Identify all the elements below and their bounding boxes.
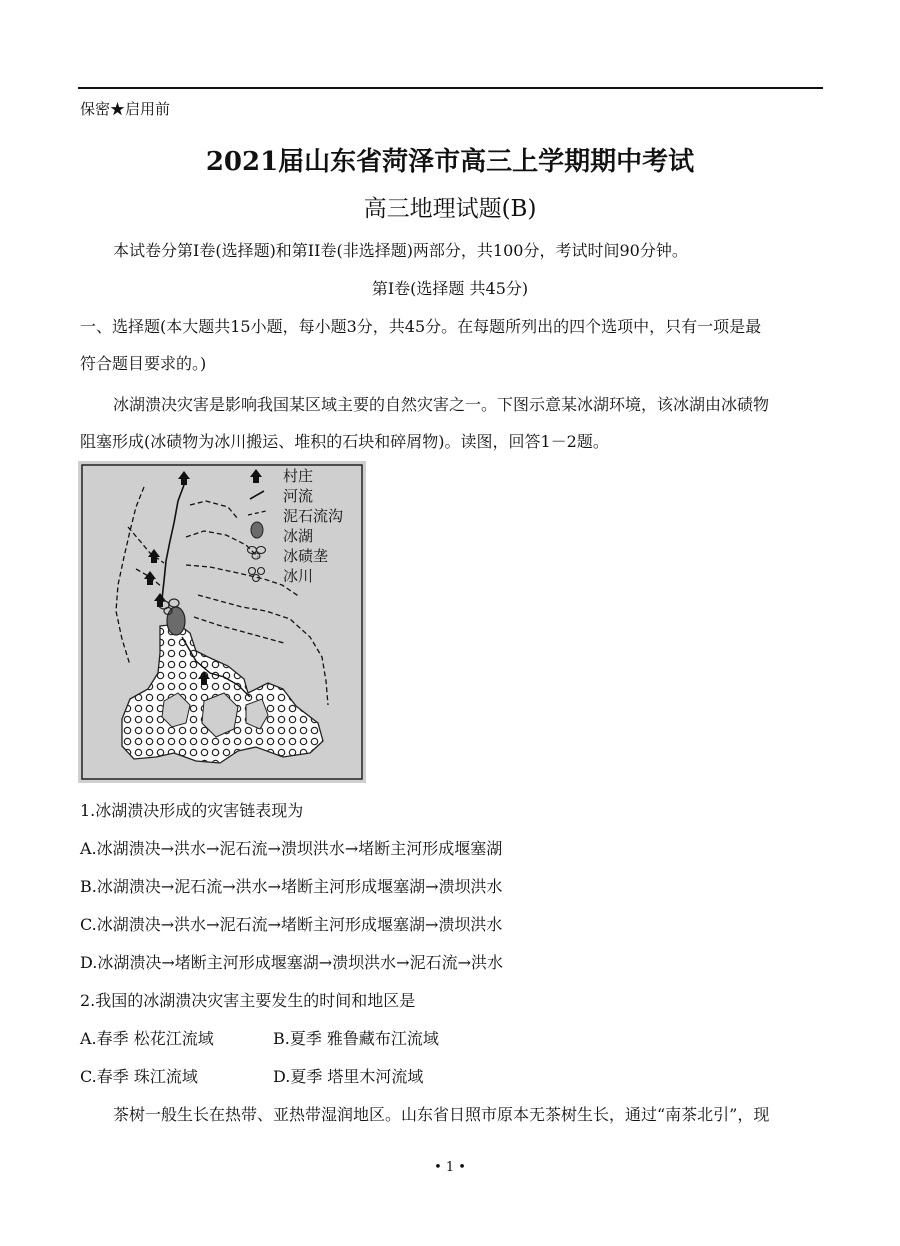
question-2-option-b: B.夏季 雅鲁藏布江流域 [273,1029,439,1048]
section-instructions-line1: 一、选择题(本大题共15小题，每小题3分，共45分。在每题所列出的四个选项中，只有一项是最 [80,317,762,336]
question-1-option-a: A.冰湖溃决→洪水→泥石流→溃坝洪水→堵断主河形成堰塞湖 [80,839,503,858]
question-2-option-d: D.夏季 塔里木河流域 [273,1067,424,1086]
exam-title: 2021届山东省菏泽市高三上学期期中考试 [205,147,695,177]
question-1-stem: 1.冰湖溃决形成的灾害链表现为 [80,801,304,820]
page-number: • 1 • [434,1160,466,1175]
legend-debris-flow-label: 泥石流沟 [283,507,344,525]
header-rule [78,87,823,89]
legend-river-label: 河流 [283,487,314,505]
question-2-stem: 2.我国的冰湖溃决灾害主要发生的时间和地区是 [80,991,416,1010]
glacial-lake-legend-icon [251,522,263,538]
exam-intro: 本试卷分第I卷(选择题)和第II卷(非选择题)两部分，共100分，考试时间90分钟。 [113,241,688,260]
legend-village-label: 村庄 [283,467,314,485]
question-2-option-c: C.春季 珠江流域 [80,1067,198,1086]
glacial-lake-map [78,461,366,783]
passage-line2: 阻塞形成(冰碛物为冰川搬运、堆积的石块和碎屑物)。读图，回答1－2题。 [80,432,609,451]
question-2-option-a: A.春季 松花江流域 [80,1029,214,1048]
section-instructions-line2: 符合题目要求的。) [80,354,207,373]
legend-glacial-lake-label: 冰湖 [283,527,314,545]
legend-moraine-label: 冰碛垄 [283,547,329,565]
confidential-label: 保密★启用前 [80,100,171,118]
question-1-option-b: B.冰湖溃决→泥石流→洪水→堵断主河形成堰塞湖→溃坝洪水 [80,877,503,896]
question-1-option-c: C.冰湖溃决→洪水→泥石流→堵断主河形成堰塞湖→溃坝洪水 [80,915,503,934]
legend-glacier-label: 冰川 [283,567,314,585]
passage-line1: 冰湖溃决灾害是影响我国某区域主要的自然灾害之一。下图示意某冰湖环境，该冰湖由冰碛物 [113,395,770,414]
question-1-option-d: D.冰湖溃决→堵断主河形成堰塞湖→溃坝洪水→泥石流→洪水 [80,953,503,972]
glacial-lake [167,607,185,635]
part-heading: 第I卷(选择题 共45分) [371,279,529,298]
exam-subtitle: 高三地理试题(B) [363,196,537,222]
next-passage-line: 茶树一般生长在热带、亚热带湿润地区。山东省日照市原本无茶树生长，通过“南茶北引”，现 [113,1105,770,1124]
